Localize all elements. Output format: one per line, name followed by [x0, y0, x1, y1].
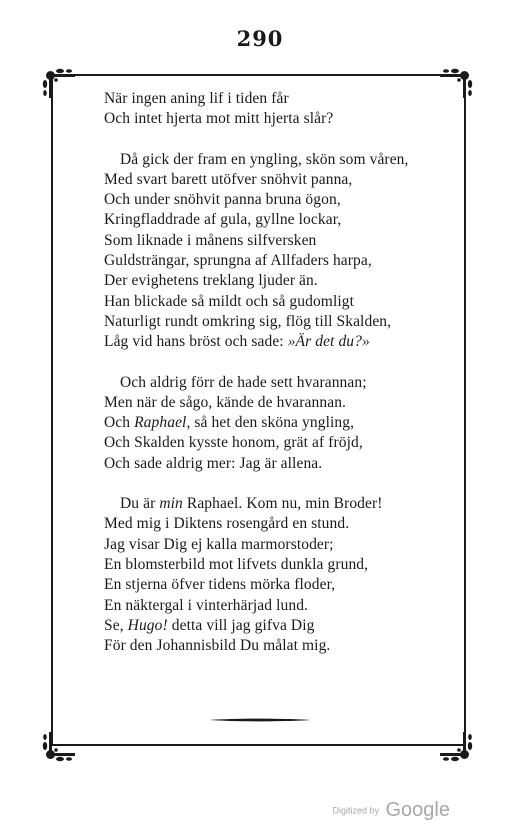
page-number: 290: [236, 26, 284, 51]
line-text: När ingen aning lif i tiden får: [104, 90, 289, 107]
poem-line: [104, 89, 434, 109]
line-text: Se,: [104, 616, 128, 634]
line-text: Der evighetens treklang ljuder än.: [104, 272, 318, 290]
line-text: Guldsträngar, sprungna af Allfaders harpa,: [104, 252, 372, 270]
line-text: Och aldrig förr de hade sett hvarannan;: [120, 373, 367, 391]
poem-line: [104, 210, 434, 230]
poem-line: [104, 393, 434, 413]
corner-ornament-bottom-left-icon: [40, 726, 80, 766]
stanza: [104, 89, 434, 130]
poem-line: [104, 170, 434, 190]
poem-line: [104, 433, 434, 453]
corner-ornament-bottom-right-icon: [435, 726, 475, 766]
poem-line: [104, 109, 434, 129]
poem-line: [104, 190, 434, 210]
line-text: En näktergal i vinterhärjad lund.: [104, 596, 309, 614]
poem-text: [104, 89, 434, 676]
italic-text: Raphael,: [134, 414, 191, 432]
line-text: Som liknade i månens silfversken: [104, 231, 317, 249]
line-text: Och Skalden kysste honom, grät af fröjd,: [104, 434, 363, 452]
poem-line: [104, 454, 434, 474]
line-text: Du är: [120, 495, 160, 513]
poem-line: [104, 494, 434, 514]
line-text: detta vill jag gifva Dig: [167, 616, 315, 634]
line-text: Men när de sågo, kände de hvarannan.: [104, 393, 347, 411]
poem-line: [104, 292, 434, 312]
poem-line: [104, 251, 434, 271]
line-text: Låg vid hans bröst och sade:: [104, 333, 288, 351]
line-text: så het den sköna yngling,: [190, 414, 355, 432]
poem-line: [104, 514, 434, 534]
tapered-rule-divider: [209, 715, 311, 725]
line-text: Och intet hjerta mot mitt hjerta slår?: [104, 110, 334, 128]
poem-line: [104, 413, 434, 433]
italic-text: Hugo!: [127, 616, 168, 634]
line-text: Raphael. Kom nu, min Broder!: [182, 495, 383, 513]
line-text: Och: [104, 414, 135, 432]
poem-line: [104, 535, 434, 555]
poem-line: [104, 616, 434, 636]
poem-line: [104, 373, 434, 393]
line-text: En stjerna öfver tidens mörka floder,: [104, 576, 336, 594]
stanza: [104, 150, 434, 353]
italic-text: min: [159, 495, 183, 513]
line-text: Och under snöhvit panna bruna ögon,: [104, 191, 341, 209]
stanza: [104, 494, 434, 656]
line-text: Han blickade så mildt och så gudomligt: [104, 292, 355, 310]
line-text: För den Johannisbild Du målat mig.: [104, 637, 331, 655]
corner-ornament-top-right-icon: [435, 64, 475, 104]
line-text: Jag visar Dig ej kalla marmorstoder;: [104, 535, 334, 553]
line-text: Och sade aldrig mer: Jag är allena.: [104, 454, 323, 472]
corner-ornament-top-left-icon: [40, 64, 80, 104]
poem-line: [104, 596, 434, 616]
line-text: Med mig i Diktens rosengård en stund.: [104, 515, 350, 533]
line-text: En blomsterbild mot lifvets dunkla grund,: [104, 555, 369, 573]
line-text: Då gick der fram en yngling, skön som våren,: [120, 150, 409, 168]
poem-line: [104, 150, 434, 170]
poem-line: [104, 332, 434, 352]
digitized-by-google-watermark: [333, 799, 450, 822]
poem-line: [104, 555, 434, 575]
poem-line: [104, 312, 434, 332]
poem-line: [104, 636, 434, 656]
poem-line: [104, 271, 434, 291]
poem-line: [104, 231, 434, 251]
stanza: [104, 373, 434, 474]
poem-line: [104, 575, 434, 595]
line-text: Naturligt rundt omkring sig, flög till Skalden,: [104, 312, 392, 330]
line-text: Kringfladdrade af gula, gyllne lockar,: [104, 211, 342, 229]
italic-text: »Är det du?»: [287, 333, 370, 351]
line-text: Med svart barett utöfver snöhvit panna,: [104, 170, 353, 188]
watermark-prefix: Digitized by: [332, 805, 380, 816]
watermark-brand: Google: [385, 799, 450, 821]
